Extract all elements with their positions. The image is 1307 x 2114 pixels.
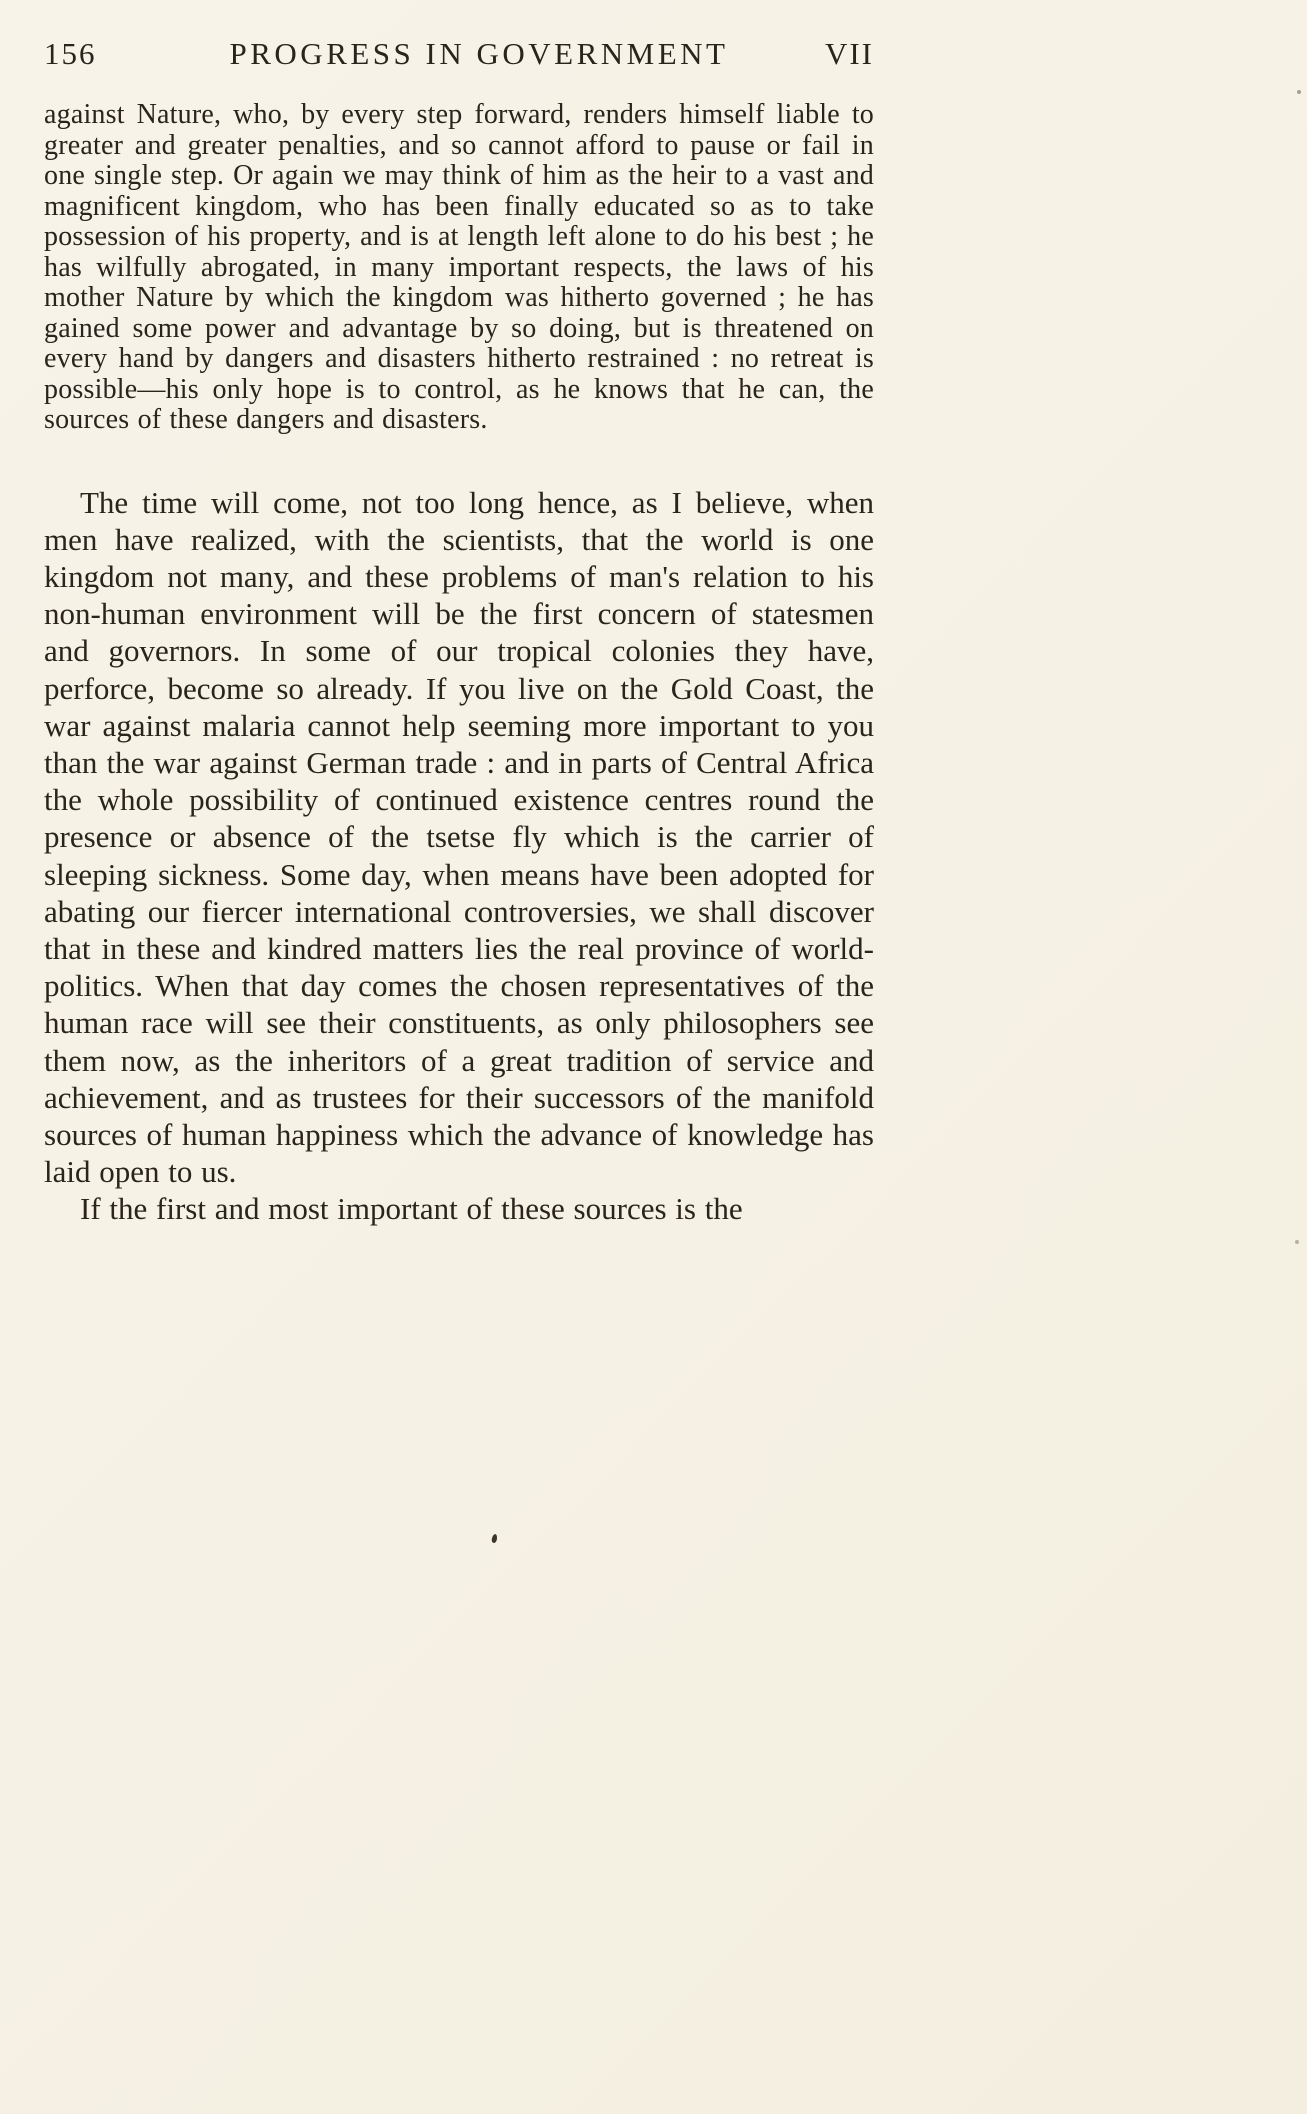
paragraph-spacer — [44, 436, 874, 484]
page-content — [44, 36, 874, 1228]
running-header — [44, 36, 874, 72]
scan-edge-speck — [1297, 90, 1301, 94]
ink-speck-mark — [491, 1534, 498, 1544]
paragraph-quote-continuation: against Nature, who, by every step forward, renders himself liable to greater and greater penalties, and so cannot afford to pause or fail in one single step. Or again we may think of him as the heir to a vast and magnificent kingdom, who has been finally educated so as to take possession of his property, and is at length left alone to do his best ; he has wilfully abrogated, in many important respects, the laws of his mother Nature by which the kingdom was hitherto governed ; he has gained some power and advantage by so doing, but is threatened on every hand by dangers and disasters hitherto restrained : no retreat is possible—his only hope is to control, as he knows that he can, the sources of these dangers and disasters. — [44, 99, 874, 435]
paragraph-last-partial: If the first and most important of these sources is the — [80, 1191, 743, 1227]
page-number: 156 — [44, 36, 97, 71]
body-text — [44, 100, 874, 1228]
chapter-number: VII — [824, 36, 874, 71]
running-header-title: PROGRESS IN GOVERNMENT — [229, 36, 729, 71]
paragraph-main: The time will come, not too long hence, as I believe, when men have realized, with the scientists, that the world is one kingdom not many, and these problems of man's relation to his non-human environment will be the first concern of statesmen and governors. In some of our tropical colonies they have, perforce, become so already. If you live on the Gold Coast, the war against malaria cannot help seeming more important to you than the war against German trade : and in parts of Central Africa the whole possibility of continued existence centres round the presence or absence of the tsetse fly which is the carrier of sleeping sickness. Some day, when means have been adopted for abating our fiercer international controversies, we shall discover that in these and kindred matters lies the real province of world-politics. When that day comes the chosen representatives of the human race will see their constituents, as only philosophers see them now, as the inheritors of a great tradition of service and achievement, and as trustees for their successors of the manifold sources of human happiness which the advance of knowledge has laid open to us. — [44, 484, 874, 1190]
scan-edge-speck — [1295, 1240, 1299, 1244]
